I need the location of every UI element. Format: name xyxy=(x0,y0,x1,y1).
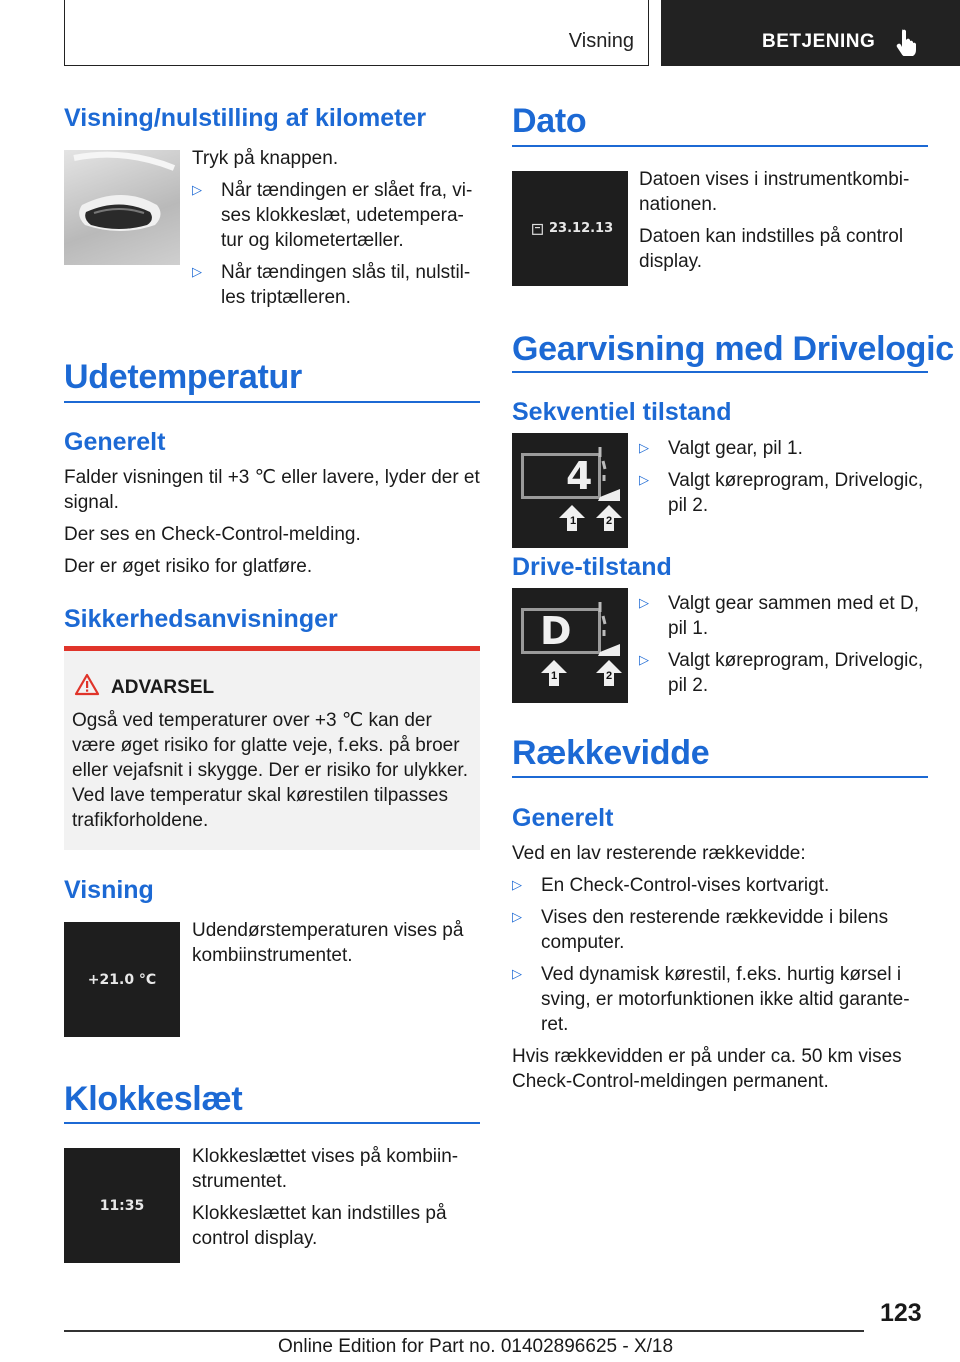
drive-mode-image xyxy=(512,588,628,703)
date-heading: Dato xyxy=(512,102,587,140)
date-display-value: 23.12.13 xyxy=(549,221,614,236)
bullet-triangle-icon: ▷ xyxy=(639,440,649,455)
drive-mode-heading: Drive-tilstand xyxy=(512,553,672,581)
range-intro: Ved en lav resterende rækkevidde: xyxy=(512,843,806,864)
range-bullet-1: En Check-Control-vises kortvarigt. xyxy=(541,875,830,896)
clock-paragraph-2: Klokkeslættet kan indstilles på control display. xyxy=(192,1203,447,1249)
drivelogic-bars-icon xyxy=(594,447,624,505)
drive-bullet-1: Valgt gear sammen med et D, pil 1. xyxy=(668,593,919,639)
sequential-bullet-1: Valgt gear, pil 1. xyxy=(668,438,803,459)
section-rule xyxy=(512,371,928,373)
footer-edition: Online Edition for Part no. 01402896625 - X/18 xyxy=(278,1336,674,1357)
sequential-gear-image xyxy=(512,433,628,548)
odometer-bullet-2: Når tændingen slås til, nulstil- les triptælleren. xyxy=(221,262,471,308)
arrow-label-1: 1 xyxy=(570,515,577,527)
hand-pointer-icon xyxy=(894,28,920,56)
clock-display-image xyxy=(64,1148,180,1263)
display-heading: Visning xyxy=(64,876,154,904)
gear-display-heading: Gearvisning med Drivelogic xyxy=(512,330,954,368)
clock-paragraph-1: Klokkeslættet vises på kombiin- strumentet. xyxy=(192,1146,459,1192)
outside-temp-heading: Udetemperatur xyxy=(64,358,302,396)
drivelogic-bars-icon xyxy=(594,602,624,660)
date-paragraph-1: Datoen vises i instrumentkombi- nationen. xyxy=(639,169,910,215)
warning-triangle-icon xyxy=(74,673,100,696)
section-rule xyxy=(64,401,480,403)
range-general-heading: Generelt xyxy=(512,804,614,832)
range-bullet-3: Ved dynamisk kørestil, f.eks. hurtig kørsel i sving, er motorfunktionen ikke altid garante- ret. xyxy=(541,964,910,1035)
odometer-intro: Tryk på knappen. xyxy=(192,148,339,169)
arrow-label-2: 2 xyxy=(606,515,613,527)
warning-box xyxy=(64,646,480,850)
clock-display-value: 11:35 xyxy=(99,1198,145,1214)
odometer-heading: Visning/nulstilling af kilometer xyxy=(64,104,427,132)
odometer-button-image xyxy=(64,150,180,265)
section-rule xyxy=(512,776,928,778)
arrow-label-2: 2 xyxy=(606,670,613,682)
bullet-triangle-icon: ▷ xyxy=(192,182,202,197)
bullet-triangle-icon: ▷ xyxy=(639,472,649,487)
general-heading: Generelt xyxy=(64,428,166,456)
bullet-triangle-icon: ▷ xyxy=(512,909,522,924)
header-section-box xyxy=(64,0,649,66)
warning-text: Også ved temperaturer over +3 ℃ kan der være øget risiko for glatte veje, f.eks. på broer eller vejafsnit i skygge. Der er risiko for ulykker. Ved lave temperatur skal kørestilen tilpasses trafikforholdene. xyxy=(72,710,468,831)
page-number: 123 xyxy=(880,1299,922,1327)
section-rule xyxy=(512,145,928,147)
section-rule xyxy=(64,1122,480,1124)
safety-heading: Sikkerhedsanvisninger xyxy=(64,605,338,633)
gear-d-letter: D xyxy=(540,609,572,653)
bullet-triangle-icon: ▷ xyxy=(512,877,522,892)
bullet-triangle-icon: ▷ xyxy=(192,264,202,279)
bullet-triangle-icon: ▷ xyxy=(639,595,649,610)
bullet-triangle-icon: ▷ xyxy=(639,652,649,667)
clock-heading: Klokkeslæt xyxy=(64,1080,243,1118)
date-paragraph-2: Datoen kan indstilles på control display. xyxy=(639,226,904,272)
header-section-title: Visning xyxy=(568,30,634,52)
arrow-label-1: 1 xyxy=(551,670,558,682)
bullet-triangle-icon: ▷ xyxy=(512,966,522,981)
temperature-display-value: +21.0 °C xyxy=(87,972,157,988)
drive-bullet-2: Valgt køreprogram, Drivelogic, pil 2. xyxy=(668,650,924,696)
header-chapter-title: BETJENING xyxy=(762,31,876,52)
display-text: Udendørstemperaturen vises på kombiinstrumentet. xyxy=(192,920,464,966)
temperature-display-image xyxy=(64,922,180,1037)
sequential-bullet-2: Valgt køreprogram, Drivelogic, pil 2. xyxy=(668,470,924,516)
footer-rule xyxy=(64,1330,864,1332)
sequential-heading: Sekventiel tilstand xyxy=(512,398,732,426)
range-heading: Rækkevidde xyxy=(512,734,710,772)
button-illustration xyxy=(64,150,180,265)
warning-title: ADVARSEL xyxy=(111,677,215,698)
header-chapter-box xyxy=(661,0,960,66)
range-bullet-2: Vises den resterende rækkevidde i bilens computer. xyxy=(541,907,889,953)
outside-temp-paragraph-2: Der ses en Check-Control-melding. xyxy=(64,524,361,545)
calendar-icon xyxy=(532,223,543,235)
date-display-image xyxy=(512,171,628,286)
gear-number: 4 xyxy=(566,454,593,498)
range-paragraph-end: Hvis rækkevidden er på under ca. 50 km vises Check-Control-meldingen permanent. xyxy=(512,1046,902,1092)
outside-temp-paragraph-1: Falder visningen til +3 ℃ eller lavere, lyder der et signal. xyxy=(64,467,480,513)
odometer-bullet-1: Når tændingen er slået fra, vi- ses klokkeslæt, udetempera- tur og kilometertæller. xyxy=(221,180,473,251)
outside-temp-paragraph-3: Der er øget risiko for glatføre. xyxy=(64,556,313,577)
